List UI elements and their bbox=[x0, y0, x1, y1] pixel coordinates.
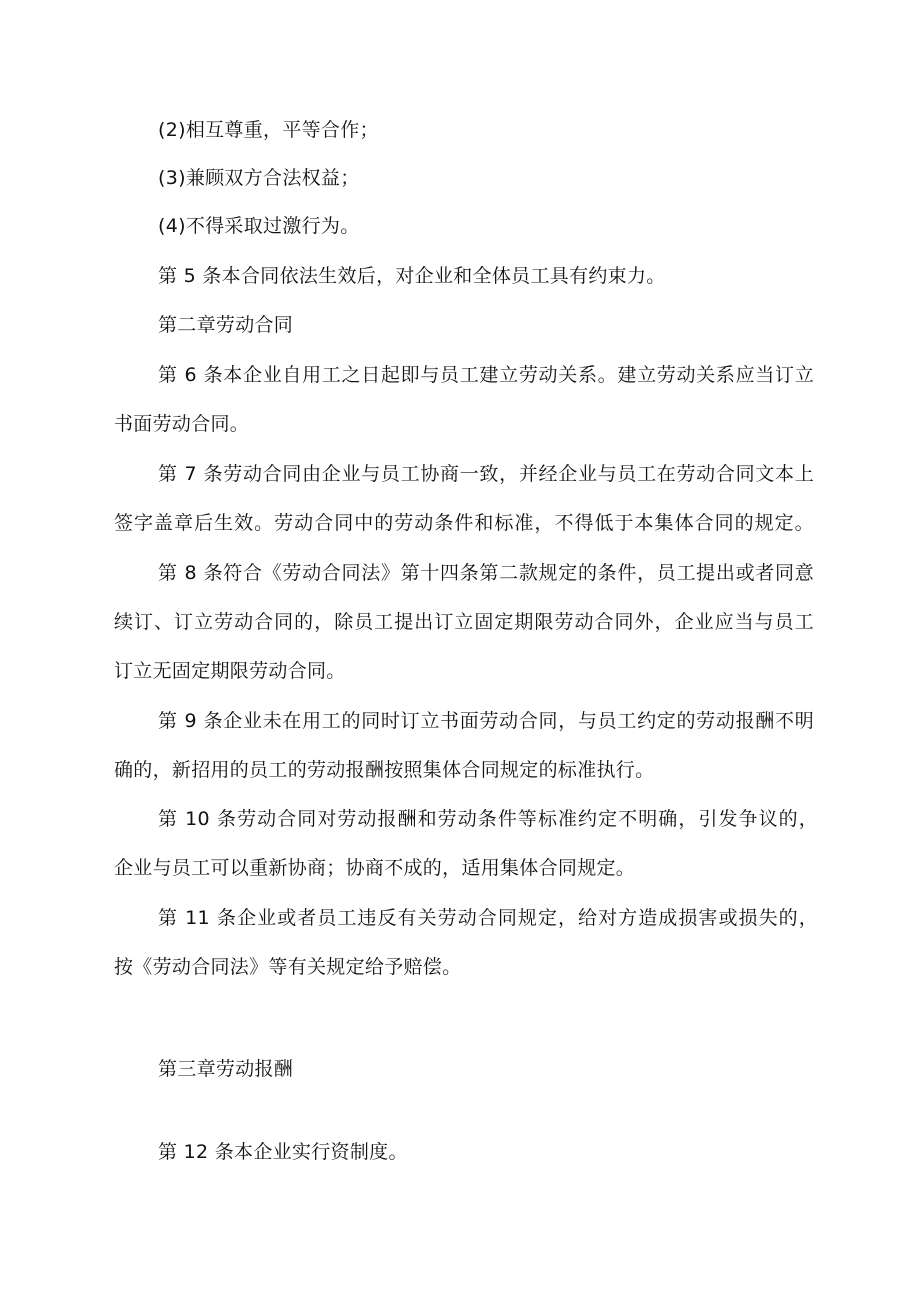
article-6-line-2: 书面劳动合同。 bbox=[114, 413, 250, 435]
article-12: 第 12 条本企业实行资制度。 bbox=[158, 1141, 408, 1163]
clause-item-2: (2)相互尊重，平等合作； bbox=[158, 119, 379, 141]
article-8-line-3: 订立无固定期限劳动合同。 bbox=[114, 660, 346, 682]
article-8-line-2: 续订、订立劳动合同的，除员工提出订立固定期限劳动合同外，企业应当与员工 bbox=[114, 611, 814, 633]
article-6-line-1: 第 6 条本企业自用工之日起即与员工建立劳动关系。建立劳动关系应当订立 bbox=[158, 364, 814, 386]
article-10-line-1: 第 10 条劳动合同对劳动报酬和劳动条件等标准约定不明确，引发争议的， bbox=[158, 808, 818, 830]
article-10-line-2: 企业与员工可以重新协商；协商不成的，适用集体合同规定。 bbox=[114, 857, 636, 879]
article-9-line-2: 确的，新招用的员工的劳动报酬按照集体合同规定的标准执行。 bbox=[114, 759, 655, 781]
article-7-line-1: 第 7 条劳动合同由企业与员工协商一致，并经企业与员工在劳动合同文本上 bbox=[158, 463, 814, 485]
article-7-line-2: 签字盖章后生效。劳动合同中的劳动条件和标准，不得低于本集体合同的规定。 bbox=[114, 512, 814, 534]
article-5: 第 5 条本合同依法生效后，对企业和全体员工具有约束力。 bbox=[158, 265, 666, 287]
article-9-line-1: 第 9 条企业未在用工的同时订立书面劳动合同，与员工约定的劳动报酬不明 bbox=[158, 710, 814, 732]
article-11-line-1: 第 11 条企业或者员工违反有关劳动合同规定，给对方造成损害或损失的， bbox=[158, 907, 818, 929]
article-11-line-2: 按《劳动合同法》等有关规定给予赔偿。 bbox=[114, 956, 462, 978]
clause-item-3: (3)兼顾双方合法权益； bbox=[158, 167, 360, 189]
chapter-2-heading: 第二章劳动合同 bbox=[158, 314, 294, 336]
chapter-3-heading: 第三章劳动报酬 bbox=[158, 1058, 294, 1080]
clause-item-4: (4)不得采取过激行为。 bbox=[158, 215, 360, 237]
article-8-line-1: 第 8 条符合《劳动合同法》第十四条第二款规定的条件，员工提出或者同意 bbox=[158, 562, 814, 584]
